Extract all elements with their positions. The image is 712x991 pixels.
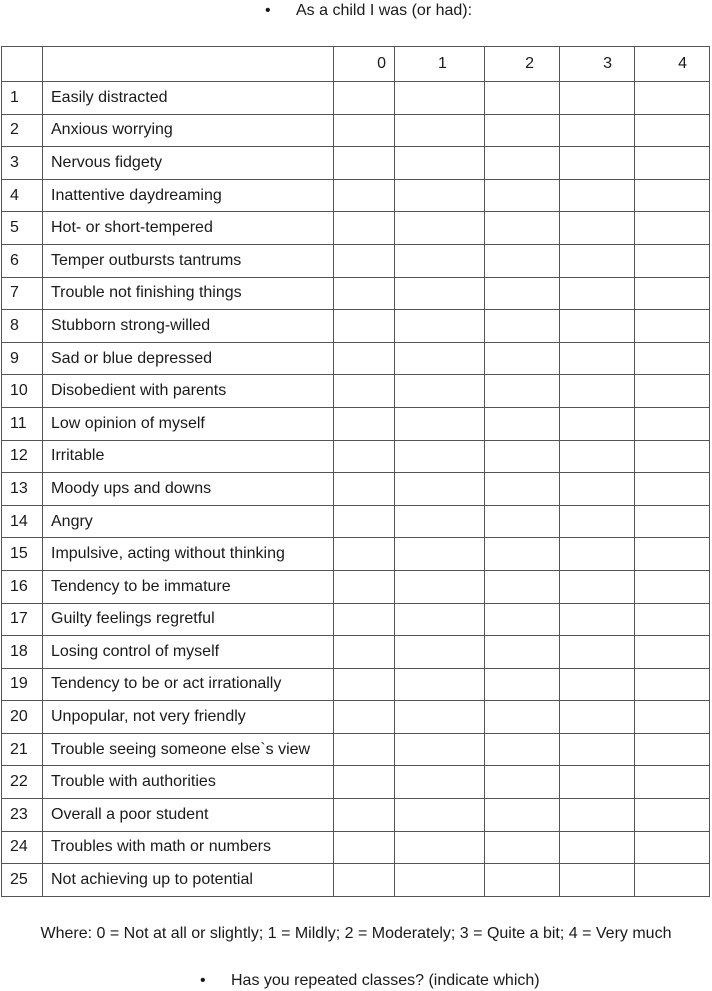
item-label: Overall a poor student (43, 799, 334, 832)
rating-cell-1[interactable] (395, 342, 485, 375)
rating-cell-2[interactable] (485, 114, 560, 147)
rating-cell-1[interactable] (395, 636, 485, 669)
header-blank-num (2, 47, 43, 82)
rating-cell-4[interactable] (635, 505, 710, 538)
rating-cell-2[interactable] (485, 310, 560, 343)
rating-cell-3[interactable] (560, 147, 635, 180)
rating-cell-0[interactable] (334, 636, 395, 669)
section-heading (0, 2, 712, 24)
header-blank-item (43, 47, 334, 82)
item-label: Tendency to be immature (43, 570, 334, 603)
item-number: 25 (2, 864, 43, 897)
rating-cell-1[interactable] (395, 733, 485, 766)
rating-cell-3[interactable] (560, 733, 635, 766)
item-label: Impulsive, acting without thinking (43, 538, 334, 571)
item-number: 23 (2, 799, 43, 832)
rating-cell-0[interactable] (334, 864, 395, 897)
table-row (2, 244, 710, 277)
rating-cell-4[interactable] (635, 244, 710, 277)
table-row (2, 407, 710, 440)
rating-cell-2[interactable] (485, 505, 560, 538)
table-row (2, 831, 710, 864)
header-col-4: 4 (635, 47, 710, 82)
rating-cell-4[interactable] (635, 82, 710, 115)
rating-cell-3[interactable] (560, 310, 635, 343)
rating-cell-2[interactable] (485, 636, 560, 669)
rating-cell-3[interactable] (560, 505, 635, 538)
item-number: 16 (2, 570, 43, 603)
rating-cell-3[interactable] (560, 799, 635, 832)
rating-cell-4[interactable] (635, 212, 710, 245)
rating-cell-1[interactable] (395, 538, 485, 571)
table-row (2, 766, 710, 799)
item-number: 19 (2, 668, 43, 701)
rating-cell-2[interactable] (485, 668, 560, 701)
rating-cell-4[interactable] (635, 179, 710, 212)
item-number: 22 (2, 766, 43, 799)
rating-cell-4[interactable] (635, 701, 710, 734)
rating-cell-3[interactable] (560, 636, 635, 669)
table-row (2, 114, 710, 147)
rating-cell-1[interactable] (395, 407, 485, 440)
header-col-3: 3 (560, 47, 635, 82)
item-label: Losing control of myself (43, 636, 334, 669)
rating-cell-4[interactable] (635, 310, 710, 343)
rating-cell-1[interactable] (395, 570, 485, 603)
rating-cell-1[interactable] (395, 212, 485, 245)
rating-legend: Where: 0 = Not at all or slightly; 1 = Mildly; 2 = Moderately; 3 = Quite a bit; 4 = Very much (40, 925, 672, 942)
item-number: 18 (2, 636, 43, 669)
table-row (2, 864, 710, 897)
table-row (2, 277, 710, 310)
rating-cell-4[interactable] (635, 407, 710, 440)
rating-cell-2[interactable] (485, 342, 560, 375)
table-row (2, 440, 710, 473)
table-row (2, 636, 710, 669)
item-number: 2 (2, 114, 43, 147)
rating-cell-0[interactable] (334, 114, 395, 147)
table-row (2, 538, 710, 571)
item-label: Trouble seeing someone else`s view (43, 733, 334, 766)
item-number: 12 (2, 440, 43, 473)
rating-cell-1[interactable] (395, 603, 485, 636)
rating-cell-2[interactable] (485, 212, 560, 245)
rating-cell-0[interactable] (334, 407, 395, 440)
item-label: Irritable (43, 440, 334, 473)
rating-cell-3[interactable] (560, 701, 635, 734)
item-number: 5 (2, 212, 43, 245)
rating-cell-2[interactable] (485, 570, 560, 603)
rating-cell-1[interactable] (395, 799, 485, 832)
rating-cell-4[interactable] (635, 636, 710, 669)
rating-cell-4[interactable] (635, 440, 710, 473)
item-number: 14 (2, 505, 43, 538)
table-header-row (2, 47, 710, 82)
rating-cell-0[interactable] (334, 603, 395, 636)
rating-cell-0[interactable] (334, 212, 395, 245)
rating-cell-3[interactable] (560, 440, 635, 473)
item-number: 7 (2, 277, 43, 310)
bullet-icon: • (200, 972, 206, 989)
item-number: 10 (2, 375, 43, 408)
rating-cell-1[interactable] (395, 505, 485, 538)
rating-cell-2[interactable] (485, 831, 560, 864)
rating-cell-4[interactable] (635, 375, 710, 408)
table-row (2, 668, 710, 701)
table-row (2, 603, 710, 636)
repeated-classes-question (0, 972, 712, 991)
table-row (2, 505, 710, 538)
item-number: 4 (2, 179, 43, 212)
rating-cell-2[interactable] (485, 147, 560, 180)
rating-cell-4[interactable] (635, 766, 710, 799)
item-number: 17 (2, 603, 43, 636)
rating-cell-4[interactable] (635, 831, 710, 864)
item-label: Easily distracted (43, 82, 334, 115)
table-row (2, 212, 710, 245)
table-row (2, 733, 710, 766)
item-label: Angry (43, 505, 334, 538)
rating-cell-3[interactable] (560, 342, 635, 375)
rating-cell-3[interactable] (560, 244, 635, 277)
item-number: 6 (2, 244, 43, 277)
rating-cell-0[interactable] (334, 505, 395, 538)
item-label: Inattentive daydreaming (43, 179, 334, 212)
table-row (2, 147, 710, 180)
rating-cell-3[interactable] (560, 114, 635, 147)
item-label: Troubles with math or numbers (43, 831, 334, 864)
item-label: Guilty feelings regretful (43, 603, 334, 636)
item-number: 8 (2, 310, 43, 343)
header-col-1: 1 (395, 47, 485, 82)
table-row (2, 799, 710, 832)
symptom-rating-table (1, 46, 710, 897)
rating-cell-4[interactable] (635, 114, 710, 147)
rating-cell-0[interactable] (334, 570, 395, 603)
table-row (2, 179, 710, 212)
rating-cell-3[interactable] (560, 179, 635, 212)
item-number: 13 (2, 473, 43, 506)
rating-cell-2[interactable] (485, 603, 560, 636)
rating-cell-0[interactable] (334, 310, 395, 343)
table-row (2, 473, 710, 506)
header-col-0: 0 (334, 47, 395, 82)
rating-cell-1[interactable] (395, 701, 485, 734)
rating-cell-2[interactable] (485, 473, 560, 506)
rating-cell-1[interactable] (395, 179, 485, 212)
rating-cell-0[interactable] (334, 733, 395, 766)
rating-cell-2[interactable] (485, 701, 560, 734)
header-col-2: 2 (485, 47, 560, 82)
table-row (2, 342, 710, 375)
rating-cell-1[interactable] (395, 82, 485, 115)
rating-cell-0[interactable] (334, 766, 395, 799)
rating-cell-1[interactable] (395, 375, 485, 408)
question-text: Has you repeated classes? (indicate which) (231, 972, 540, 989)
rating-cell-1[interactable] (395, 864, 485, 897)
item-label: Trouble with authorities (43, 766, 334, 799)
rating-cell-1[interactable] (395, 114, 485, 147)
rating-cell-3[interactable] (560, 407, 635, 440)
rating-cell-2[interactable] (485, 277, 560, 310)
rating-cell-1[interactable] (395, 147, 485, 180)
rating-cell-4[interactable] (635, 799, 710, 832)
item-label: Temper outbursts tantrums (43, 244, 334, 277)
item-number: 1 (2, 82, 43, 115)
rating-cell-2[interactable] (485, 375, 560, 408)
table-row (2, 82, 710, 115)
rating-cell-1[interactable] (395, 244, 485, 277)
rating-cell-4[interactable] (635, 733, 710, 766)
rating-cell-2[interactable] (485, 799, 560, 832)
table-row (2, 701, 710, 734)
rating-cell-3[interactable] (560, 570, 635, 603)
rating-cell-4[interactable] (635, 473, 710, 506)
item-number: 15 (2, 538, 43, 571)
rating-cell-0[interactable] (334, 831, 395, 864)
rating-cell-3[interactable] (560, 277, 635, 310)
rating-cell-0[interactable] (334, 277, 395, 310)
rating-cell-2[interactable] (485, 733, 560, 766)
rating-cell-0[interactable] (334, 147, 395, 180)
item-label: Anxious worrying (43, 114, 334, 147)
rating-cell-2[interactable] (485, 82, 560, 115)
rating-cell-3[interactable] (560, 864, 635, 897)
rating-cell-0[interactable] (334, 179, 395, 212)
rating-cell-2[interactable] (485, 244, 560, 277)
rating-cell-1[interactable] (395, 473, 485, 506)
rating-cell-2[interactable] (485, 766, 560, 799)
item-number: 20 (2, 701, 43, 734)
rating-cell-3[interactable] (560, 538, 635, 571)
rating-cell-0[interactable] (334, 473, 395, 506)
item-label: Disobedient with parents (43, 375, 334, 408)
rating-cell-3[interactable] (560, 212, 635, 245)
rating-cell-4[interactable] (635, 277, 710, 310)
item-number: 21 (2, 733, 43, 766)
rating-cell-0[interactable] (334, 375, 395, 408)
rating-cell-3[interactable] (560, 82, 635, 115)
item-label: Hot- or short-tempered (43, 212, 334, 245)
rating-cell-0[interactable] (334, 342, 395, 375)
item-number: 9 (2, 342, 43, 375)
rating-cell-3[interactable] (560, 473, 635, 506)
rating-cell-2[interactable] (485, 538, 560, 571)
rating-cell-3[interactable] (560, 831, 635, 864)
heading-text: As a child I was (or had): (296, 2, 473, 19)
item-number: 3 (2, 147, 43, 180)
rating-cell-1[interactable] (395, 668, 485, 701)
rating-cell-2[interactable] (485, 864, 560, 897)
item-number: 24 (2, 831, 43, 864)
item-label: Stubborn strong-willed (43, 310, 334, 343)
rating-cell-3[interactable] (560, 375, 635, 408)
rating-cell-1[interactable] (395, 766, 485, 799)
item-label: Unpopular, not very friendly (43, 701, 334, 734)
item-label: Sad or blue depressed (43, 342, 334, 375)
rating-cell-4[interactable] (635, 147, 710, 180)
rating-cell-0[interactable] (334, 799, 395, 832)
rating-cell-4[interactable] (635, 864, 710, 897)
rating-cell-4[interactable] (635, 603, 710, 636)
rating-cell-3[interactable] (560, 766, 635, 799)
rating-cell-0[interactable] (334, 701, 395, 734)
rating-cell-4[interactable] (635, 538, 710, 571)
rating-cell-0[interactable] (334, 244, 395, 277)
item-label: Tendency to be or act irrationally (43, 668, 334, 701)
rating-cell-3[interactable] (560, 603, 635, 636)
item-label: Low opinion of myself (43, 407, 334, 440)
item-label: Not achieving up to potential (43, 864, 334, 897)
table-row (2, 375, 710, 408)
rating-cell-0[interactable] (334, 538, 395, 571)
table-row (2, 310, 710, 343)
rating-cell-4[interactable] (635, 570, 710, 603)
rating-cell-2[interactable] (485, 440, 560, 473)
item-number: 11 (2, 407, 43, 440)
rating-cell-1[interactable] (395, 310, 485, 343)
rating-cell-2[interactable] (485, 407, 560, 440)
item-label: Moody ups and downs (43, 473, 334, 506)
rating-cell-1[interactable] (395, 277, 485, 310)
table-row (2, 570, 710, 603)
rating-cell-1[interactable] (395, 831, 485, 864)
item-label: Trouble not finishing things (43, 277, 334, 310)
rating-cell-0[interactable] (334, 82, 395, 115)
rating-cell-4[interactable] (635, 342, 710, 375)
rating-cell-3[interactable] (560, 668, 635, 701)
rating-cell-0[interactable] (334, 668, 395, 701)
rating-cell-1[interactable] (395, 440, 485, 473)
bullet-icon: • (265, 2, 271, 19)
rating-cell-4[interactable] (635, 668, 710, 701)
rating-cell-0[interactable] (334, 440, 395, 473)
item-label: Nervous fidgety (43, 147, 334, 180)
rating-cell-2[interactable] (485, 179, 560, 212)
